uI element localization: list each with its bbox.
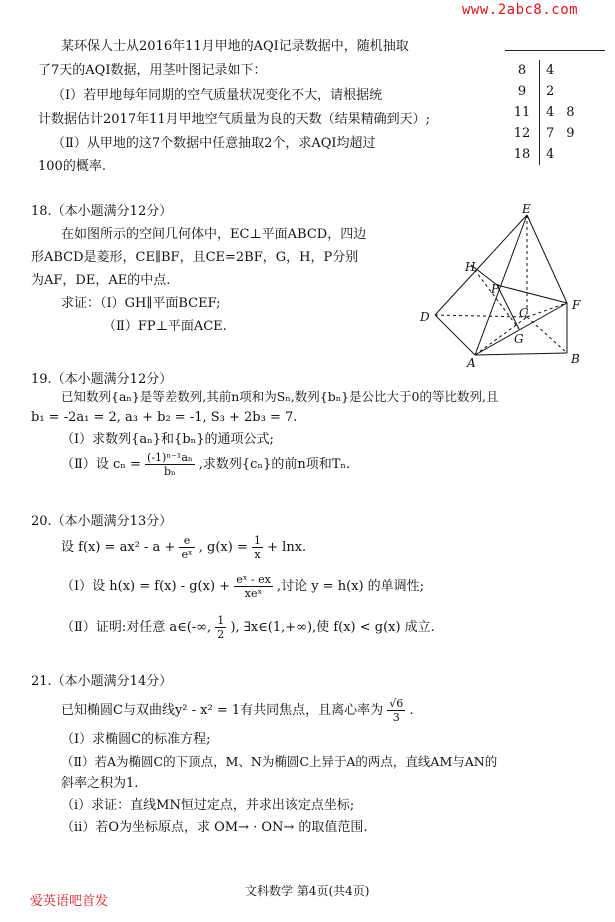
q21-sub2: （ⅱ）若O为坐标原点，求 OM→ · ON→ 的取值范围. xyxy=(61,820,368,835)
q21-part1: （Ⅰ）求椭圆C的标准方程; xyxy=(61,732,211,747)
q19-line1: 已知数列{aₙ}是等差数列,其前n项和为Sₙ,数列{bₙ}是公比大于0的等比数列,且 xyxy=(61,389,499,404)
leaf: 8 xyxy=(566,105,575,120)
label-G: G xyxy=(514,332,524,346)
q19-part2-fraction xyxy=(145,451,195,478)
edge-DA xyxy=(435,315,475,355)
label-F: F xyxy=(572,298,581,312)
q18-prove2: （Ⅱ）FP⊥平面ACE. xyxy=(103,319,227,334)
fraction-denominator: 2 xyxy=(217,628,225,641)
leaf: 9 xyxy=(566,126,575,141)
leaf: 2 xyxy=(546,84,555,99)
stem-leaf-row xyxy=(505,144,581,165)
segment-HG xyxy=(471,265,519,329)
q21-part2-line1: （Ⅱ）若A为椭圆C的下顶点，M、N为椭圆C上异于A的两点，直线AM与AN的 xyxy=(61,754,498,769)
q17-intro-line1: 某环保人士从2016年11月甲地的AQI记录数据中，随机抽取 xyxy=(61,39,409,54)
fraction-numerator: √6 xyxy=(389,697,404,710)
q20-definition xyxy=(61,534,306,561)
q20-part1-suffix: ,讨论 y = h(x) 的单调性; xyxy=(276,579,425,594)
q20-def-mid: , g(x) = xyxy=(198,540,248,555)
leaf: 7 xyxy=(546,126,555,141)
stem: 8 xyxy=(505,60,540,81)
edge-CB xyxy=(527,317,567,353)
leaf: 4 xyxy=(546,147,555,162)
q19-header: 19.（本小题满分12分） xyxy=(31,372,173,387)
q21-part2-line2: 斜率之积为1. xyxy=(61,776,139,791)
leaf xyxy=(560,144,580,165)
fraction-denominator: xeˣ xyxy=(244,587,263,600)
q17-part1-line2: 计数据估计2017年11月甲地空气质量为良的天数（结果精确到天）; xyxy=(38,112,431,127)
segment-PF xyxy=(497,285,567,303)
label-P: P xyxy=(491,282,500,296)
stem-leaf-row xyxy=(505,102,581,123)
q19-part2-suffix: ,求数列{cₙ}的前n项和Tₙ. xyxy=(198,457,351,472)
q18-header: 18.（本小题满分12分） xyxy=(31,204,173,219)
q20-part1 xyxy=(61,573,424,600)
fraction-numerator: 1 xyxy=(254,534,261,547)
q21-line1-text: 已知椭圆C与双曲线y² - x² = 1有共同焦点，且离心率为 xyxy=(61,703,384,718)
q20-part1-fraction xyxy=(234,573,273,600)
q20-def-suffix: + lnx. xyxy=(267,540,307,555)
label-E: E xyxy=(522,203,531,216)
q21-line1 xyxy=(61,697,414,724)
stem: 11 xyxy=(505,102,540,123)
leaf xyxy=(560,60,580,81)
label-C: C xyxy=(519,306,529,320)
stem: 12 xyxy=(505,123,540,144)
q18-line2: 形ABCD是菱形，CE∥BF，且CE=2BF，G，H，P分别 xyxy=(31,250,359,265)
q17-part1-line1: （Ⅰ）若甲地每年同期的空气质量状况变化不大，请根据统 xyxy=(52,88,383,103)
stem-leaf-plot xyxy=(505,60,581,165)
q20-def-fraction2 xyxy=(252,534,263,561)
fraction-numerator: 1 xyxy=(217,614,225,627)
q19-part2 xyxy=(61,451,350,478)
q18-line3: 为AF，DE，AE的中点. xyxy=(31,273,171,288)
segment-PG xyxy=(497,285,519,329)
fraction-numerator: e xyxy=(179,534,194,548)
fraction-denominator: eˣ xyxy=(181,548,193,561)
q20-def-prefix: 设 f(x) = ax² - a + xyxy=(61,540,176,555)
leaf: 4 xyxy=(546,105,555,120)
edge-EF xyxy=(527,215,567,303)
q20-part2-suffix: ), ∃x∈(1,+∞),使 f(x) < g(x) 成立. xyxy=(230,620,435,635)
q20-part2 xyxy=(61,614,435,641)
q21-header: 21.（本小题满分14分） xyxy=(31,674,173,689)
stem: 9 xyxy=(505,81,540,102)
label-B: B xyxy=(571,352,580,366)
q21-eccentricity xyxy=(387,697,405,724)
fraction-denominator: x xyxy=(254,548,261,561)
fraction-denominator: bₙ xyxy=(163,465,176,478)
footer-page-number: 文科数学 第4页(共4页) xyxy=(245,884,370,898)
q20-part1-prefix: （Ⅰ）设 h(x) = f(x) - g(x) + xyxy=(61,579,231,594)
q19-line2: b₁ = -2a₁ = 2, a₃ + b₂ = -1, S₃ + 2b₃ = 7. xyxy=(31,410,298,425)
q19-part1: （Ⅰ）求数列{aₙ}和{bₙ}的通项公式; xyxy=(61,432,274,447)
stem-leaf-row xyxy=(505,81,581,102)
q20-part2-prefix: （Ⅱ）证明:对任意 a∈(-∞, xyxy=(61,620,212,635)
leaf xyxy=(560,81,580,102)
q20-header: 20.（本小题满分13分） xyxy=(31,514,173,529)
q17-part2-line1: （Ⅱ）从甲地的这7个数据中任意抽取2个，求AQI均超过 xyxy=(52,136,376,151)
watermark-underline xyxy=(505,50,605,51)
stem: 18 xyxy=(505,144,540,165)
q21-sub1: （ⅰ）求证：直线MN恒过定点，并求出该定点坐标; xyxy=(61,798,355,813)
edge-ED xyxy=(435,215,527,315)
geometry-figure xyxy=(415,203,600,368)
q18-prove1: 求证：（Ⅰ）GH∥平面BCEF; xyxy=(61,296,221,311)
q18-line1: 在如图所示的空间几何体中，EC⊥平面ABCD，四边 xyxy=(61,227,367,242)
stem-leaf-row xyxy=(505,123,581,144)
fraction-denominator: 3 xyxy=(392,711,400,724)
q17-intro-line2: 了7天的AQI数据，用茎叶图记录如下： xyxy=(38,63,267,78)
label-A: A xyxy=(467,356,476,368)
q21-line1-tail: . xyxy=(409,703,414,718)
watermark-url: www.2abc8.com xyxy=(462,2,579,18)
stem-leaf-row xyxy=(505,60,581,81)
q20-part2-fraction xyxy=(215,614,226,641)
q17-part2-line2: 100的概率. xyxy=(38,159,106,174)
q19-part2-prefix: （Ⅱ）设 cₙ = xyxy=(61,457,141,472)
fraction-numerator: eˣ - ex xyxy=(236,573,271,586)
leaf: 4 xyxy=(546,63,555,78)
edge-CF xyxy=(527,303,567,317)
edge-DC xyxy=(435,315,527,317)
label-H: H xyxy=(465,260,476,274)
footer-source-label: 爱英语吧首发 xyxy=(30,894,109,909)
q20-def-fraction xyxy=(179,534,194,561)
label-D: D xyxy=(420,310,430,324)
fraction-numerator: (-1)ⁿ⁻¹aₙ xyxy=(147,451,193,464)
edge-AB xyxy=(475,353,567,355)
